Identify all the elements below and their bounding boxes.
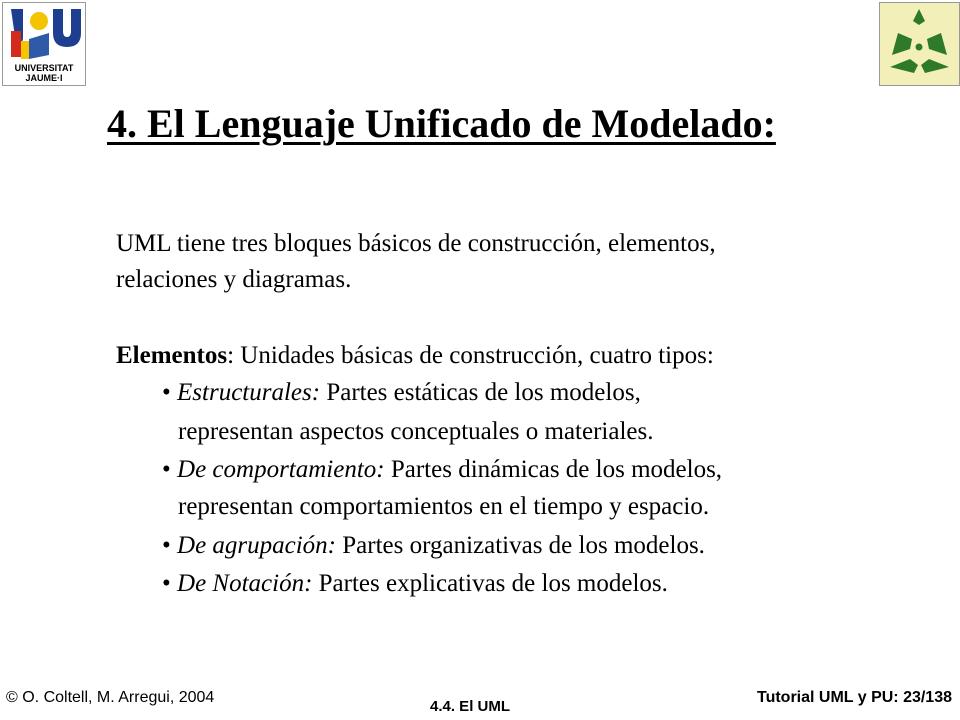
logo-text-line2: JAUME·I xyxy=(25,73,63,83)
bullet-text: Partes estáticas de los modelos, xyxy=(320,379,641,406)
university-emblem-icon xyxy=(3,3,85,85)
intro-line-2: relaciones y diagramas. xyxy=(116,266,352,293)
bullet-item-notacion xyxy=(162,566,668,602)
bullet-text: Partes dinámicas de los modelos, xyxy=(384,456,723,483)
elementos-heading xyxy=(116,338,714,374)
footer-section: 4.4. El UML xyxy=(430,698,511,715)
bullet-term: De comportamiento: xyxy=(177,456,385,483)
footer-page-number: Tutorial UML y PU: 23/138 xyxy=(756,689,952,706)
triangle-emblem-icon xyxy=(880,3,959,85)
intro-line-1: UML tiene tres bloques básicos de construcción, elementos, xyxy=(116,230,716,257)
bullet-item-estructurales xyxy=(162,375,641,411)
bullet-text: Partes explicativas de los modelos. xyxy=(312,570,668,597)
bullet-icon: • xyxy=(162,379,171,406)
bullet-item-agrupacion xyxy=(162,528,705,564)
bullet-icon: • xyxy=(162,532,171,559)
bullet-continuation: representan aspectos conceptuales o materiales. xyxy=(178,418,654,445)
bullet-term: Estructurales: xyxy=(177,379,321,406)
logo-text-line1: UNIVERSITAT xyxy=(14,63,74,73)
bullet-item-comportamiento xyxy=(162,452,722,488)
slide-title: 4. El Lenguaje Unificado de Modelado: xyxy=(107,101,776,146)
university-logo xyxy=(2,2,86,86)
footer-copyright: © O. Coltell, M. Arregui, 2004 xyxy=(6,689,215,706)
slide-footer xyxy=(0,680,960,720)
bullet-continuation: representan comportamientos en el tiempo y espacio. xyxy=(178,493,710,520)
bullet-text: Partes organizativas de los modelos. xyxy=(336,532,705,559)
elementos-text: : Unidades básicas de construcción, cuatro tipos: xyxy=(227,342,714,369)
bullet-icon: • xyxy=(162,456,171,483)
elementos-label: Elementos xyxy=(116,342,228,369)
bullet-term: De agrupación: xyxy=(177,532,337,559)
bullet-term: De Notación: xyxy=(177,570,313,597)
bullet-icon: • xyxy=(162,570,171,597)
department-logo xyxy=(879,2,960,86)
